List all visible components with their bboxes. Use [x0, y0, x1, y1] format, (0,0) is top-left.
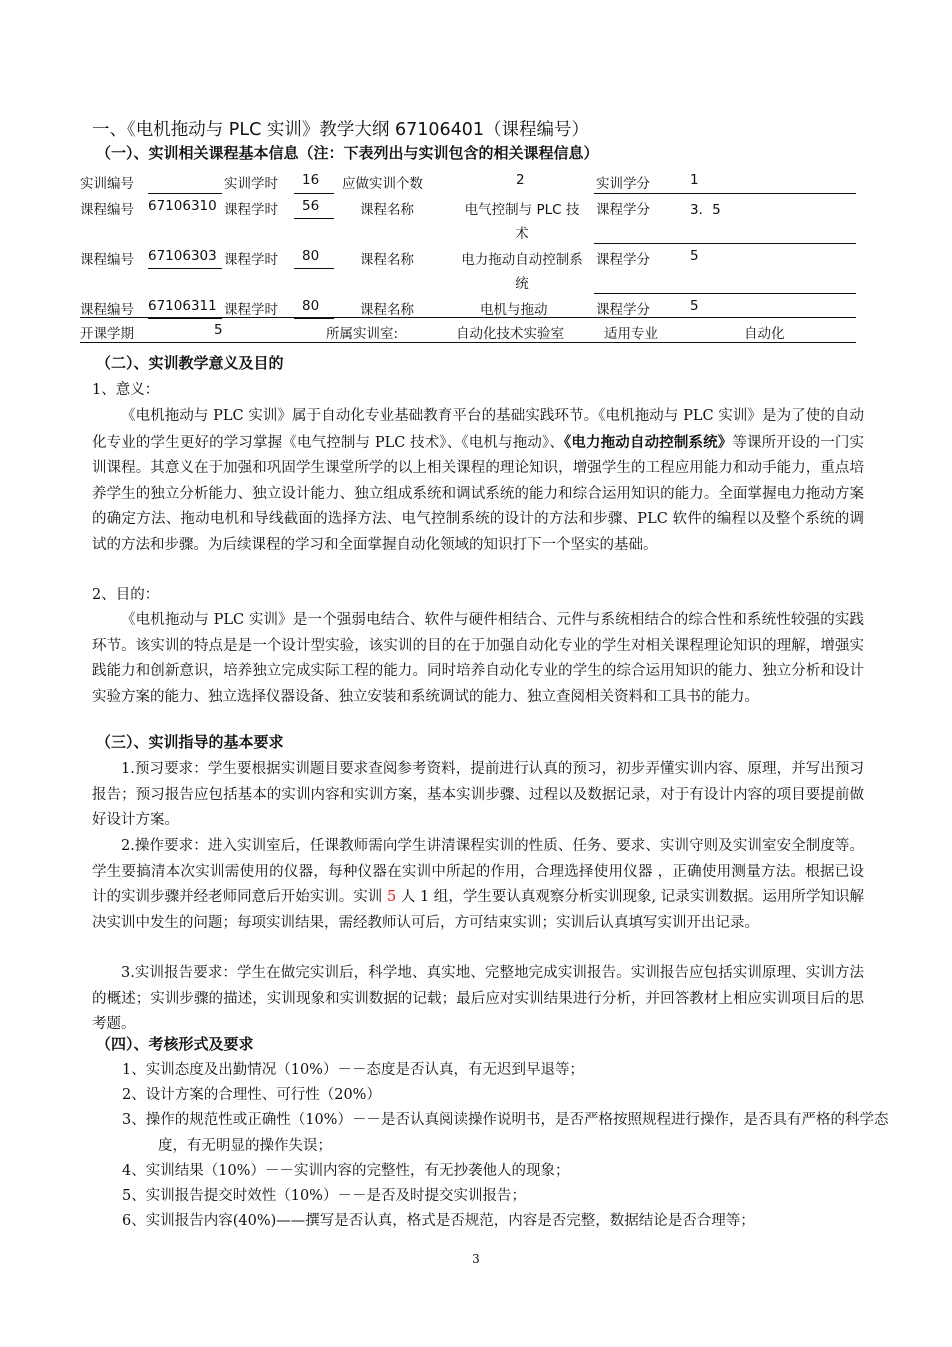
cell-value: 16	[302, 172, 320, 188]
section-2-heading: （二）、实训教学意义及目的	[96, 354, 284, 372]
cell-label: 课程编号	[80, 202, 134, 218]
table-row	[80, 194, 856, 244]
report-requirement: 3.实训报告要求：学生在做完实训后，科学地、真实地、完整地完成实训报告。实训报告应包括实训原理、实训方法的概述；实训步骤的描述，实训现象和实训数据的记载；最后应对实训结果进行分析，并回答教材上相应实训项目后的思考题。	[92, 965, 864, 1033]
cell-value: 67106310	[148, 198, 217, 214]
cell-label: 实训编号	[80, 176, 134, 192]
list-item: 4、实训结果（10%）－－实训内容的完整性，有无抄袭他人的现象；	[122, 1163, 570, 1179]
cell-value: 2	[516, 172, 525, 188]
cell-value: 电气控制与 PLC 技术	[464, 202, 580, 242]
cell-label: 课程名称	[360, 252, 414, 268]
cell-underline	[148, 244, 222, 269]
table-rule	[80, 342, 856, 343]
cell-label: 课程学时	[224, 302, 278, 318]
cell-label: 应做实训个数	[342, 176, 423, 192]
cell-value: 自动化	[744, 326, 785, 342]
cell-value: 56	[302, 198, 320, 214]
cell-label: 课程学分	[596, 202, 650, 218]
meaning-label: 1、意义：	[92, 382, 160, 398]
cell-label: 课程学时	[224, 252, 278, 268]
list-item: 3、操作的规范性或正确性（10%）－－是否认真阅读操作说明书，是否严格按照规程进行操作，是否具有严格的科学态度，有无明显的操作失误；	[122, 1112, 889, 1154]
cell-label: 实训学分	[596, 176, 650, 192]
cell-value: 5	[690, 248, 699, 264]
cell-label: 课程名称	[360, 302, 414, 318]
cell-value-blank	[148, 168, 222, 194]
operation-requirement: 2.操作要求：进入实训室后，任课教师需向学生讲清课程实训的性质、任务、要求、实训守则及实训室安全制度等。学生要搞清本次实训需使用的仪器，每种仪器在实训中所起的作用，合理选择使用仪器 ，正确使用测量方法。根据已设计的实训步骤并经老师同意后开始实训。实训 5 人 1 组，学生要认真观察分析实训现象, 记录实训数据。运用所学知识解决实训中发生的问题；每项实训结果，需经教师认可后，方可结束实训；实训后认真填写实训开出记录。	[92, 838, 864, 931]
cell-underline	[594, 168, 856, 194]
cell-value: 3．5	[690, 202, 721, 218]
prep-requirement: 1.预习要求：学生要根据实训题目要求查阅参考资料，提前进行认真的预习，初步弄懂实训内容、原理，并写出预习报告；预习报告应包括基本的实训内容和实训方案，基本实训步骤、过程以及数据记录，对于有设计内容的项目要提前做好设计方案。	[92, 761, 864, 829]
table-row	[80, 318, 856, 342]
cell-underline	[148, 294, 222, 319]
table-row	[80, 168, 856, 194]
cell-underline	[594, 244, 856, 294]
page-number: 3	[472, 1252, 480, 1266]
cell-value: 电力拖动自动控制系统	[461, 252, 583, 292]
cell-value: 5	[214, 322, 223, 338]
cell-label: 课程名称	[360, 202, 414, 218]
cell-value: 80	[302, 298, 320, 314]
cell-value: 电机与拖动	[480, 302, 548, 318]
cell-value: 自动化技术实验室	[456, 326, 564, 342]
cell-label: 课程学时	[224, 202, 278, 218]
cell-label: 适用专业	[604, 326, 658, 342]
list-item: 1、实训态度及出勤情况（10%）－－态度是否认真，有无迟到早退等；	[122, 1062, 584, 1078]
list-item: 2、设计方案的合理性、可行性（20%）	[122, 1087, 381, 1103]
list-item: 6、实训报告内容(40%)——撰写是否认真，格式是否规范，内容是否完整，数据结论是否合理等；	[122, 1213, 755, 1229]
table-row	[80, 244, 856, 294]
cell-underline	[594, 194, 856, 244]
cell-label: 实训学时	[224, 176, 278, 192]
cell-value: 67106311	[148, 298, 217, 314]
purpose-label: 2、目的：	[92, 587, 160, 603]
meaning-paragraph: 《电机拖动与 PLC 实训》属于自动化专业基础教育平台的基础实践环节。《电机拖动与 PLC 实训》是为了使的自动化专业的学生更好的学习掌握《电气控制与 PLC 技术》、《电机与拖动》、《电力拖动自动控制系统》等课所开设的一门实训课程。其意义在于加强和巩固学生课堂所学的以上相关课程的理论知识，增强学生的工程应用能力和动手能力，重点培养学生的独立分析能力、独立设计能力、独立组成系统和调试系统的能力和综合运用知识的能力。全面掌握电力拖动方案的确定方法、拖动电机和导线截面的选择方法、电气控制系统的设计的方法和步骤、PLC 软件的编程以及整个系统的调试的方法和步骤。为后续课程的学习和全面掌握自动化领域的知识打下一个坚实的基础。	[92, 408, 865, 553]
cell-value: 80	[302, 248, 320, 264]
table-row	[80, 294, 856, 318]
section-4-heading: （四）、考核形式及要求	[96, 1035, 254, 1053]
cell-value: 5	[690, 298, 699, 314]
cell-value: 1	[690, 172, 699, 188]
cell-label: 课程编号	[80, 302, 134, 318]
cell-label: 开课学期	[80, 326, 134, 342]
syllabus-title: 一、《电机拖动与 PLC 实训》教学大纲 67106401（课程编号）	[92, 120, 590, 140]
cell-value: 67106303	[148, 248, 217, 264]
cell-label: 所属实训室:	[326, 326, 399, 342]
list-item: 5、实训报告提交时效性（10%）－－是否及时提交实训报告；	[122, 1188, 526, 1204]
purpose-paragraph: 《电机拖动与 PLC 实训》是一个强弱电结合、软件与硬件相结合、元件与系统相结合的综合性和系统性较强的实践环节。该实训的特点是是一个设计型实验，该实训的目的在于加强自动化专业的学生对相关课程理论知识的理解，增强实践能力和创新意识，培养独立完成实际工程的能力。同时培养自动化专业的学生的综合运用知识的能力、独立分析和设计实验方案的能力、独立选择仪器设备、独立安装和系统调试的能力、独立查阅相关资料和工具书的能力。	[92, 612, 864, 705]
cell-label: 课程学分	[596, 252, 650, 268]
cell-label: 课程编号	[80, 252, 134, 268]
section-3-heading: （三）、实训指导的基本要求	[96, 733, 284, 751]
section-1-heading: （一）、实训相关课程基本信息（注：下表列出与实训包含的相关课程信息）	[96, 144, 599, 162]
cell-label: 课程学分	[596, 302, 650, 318]
